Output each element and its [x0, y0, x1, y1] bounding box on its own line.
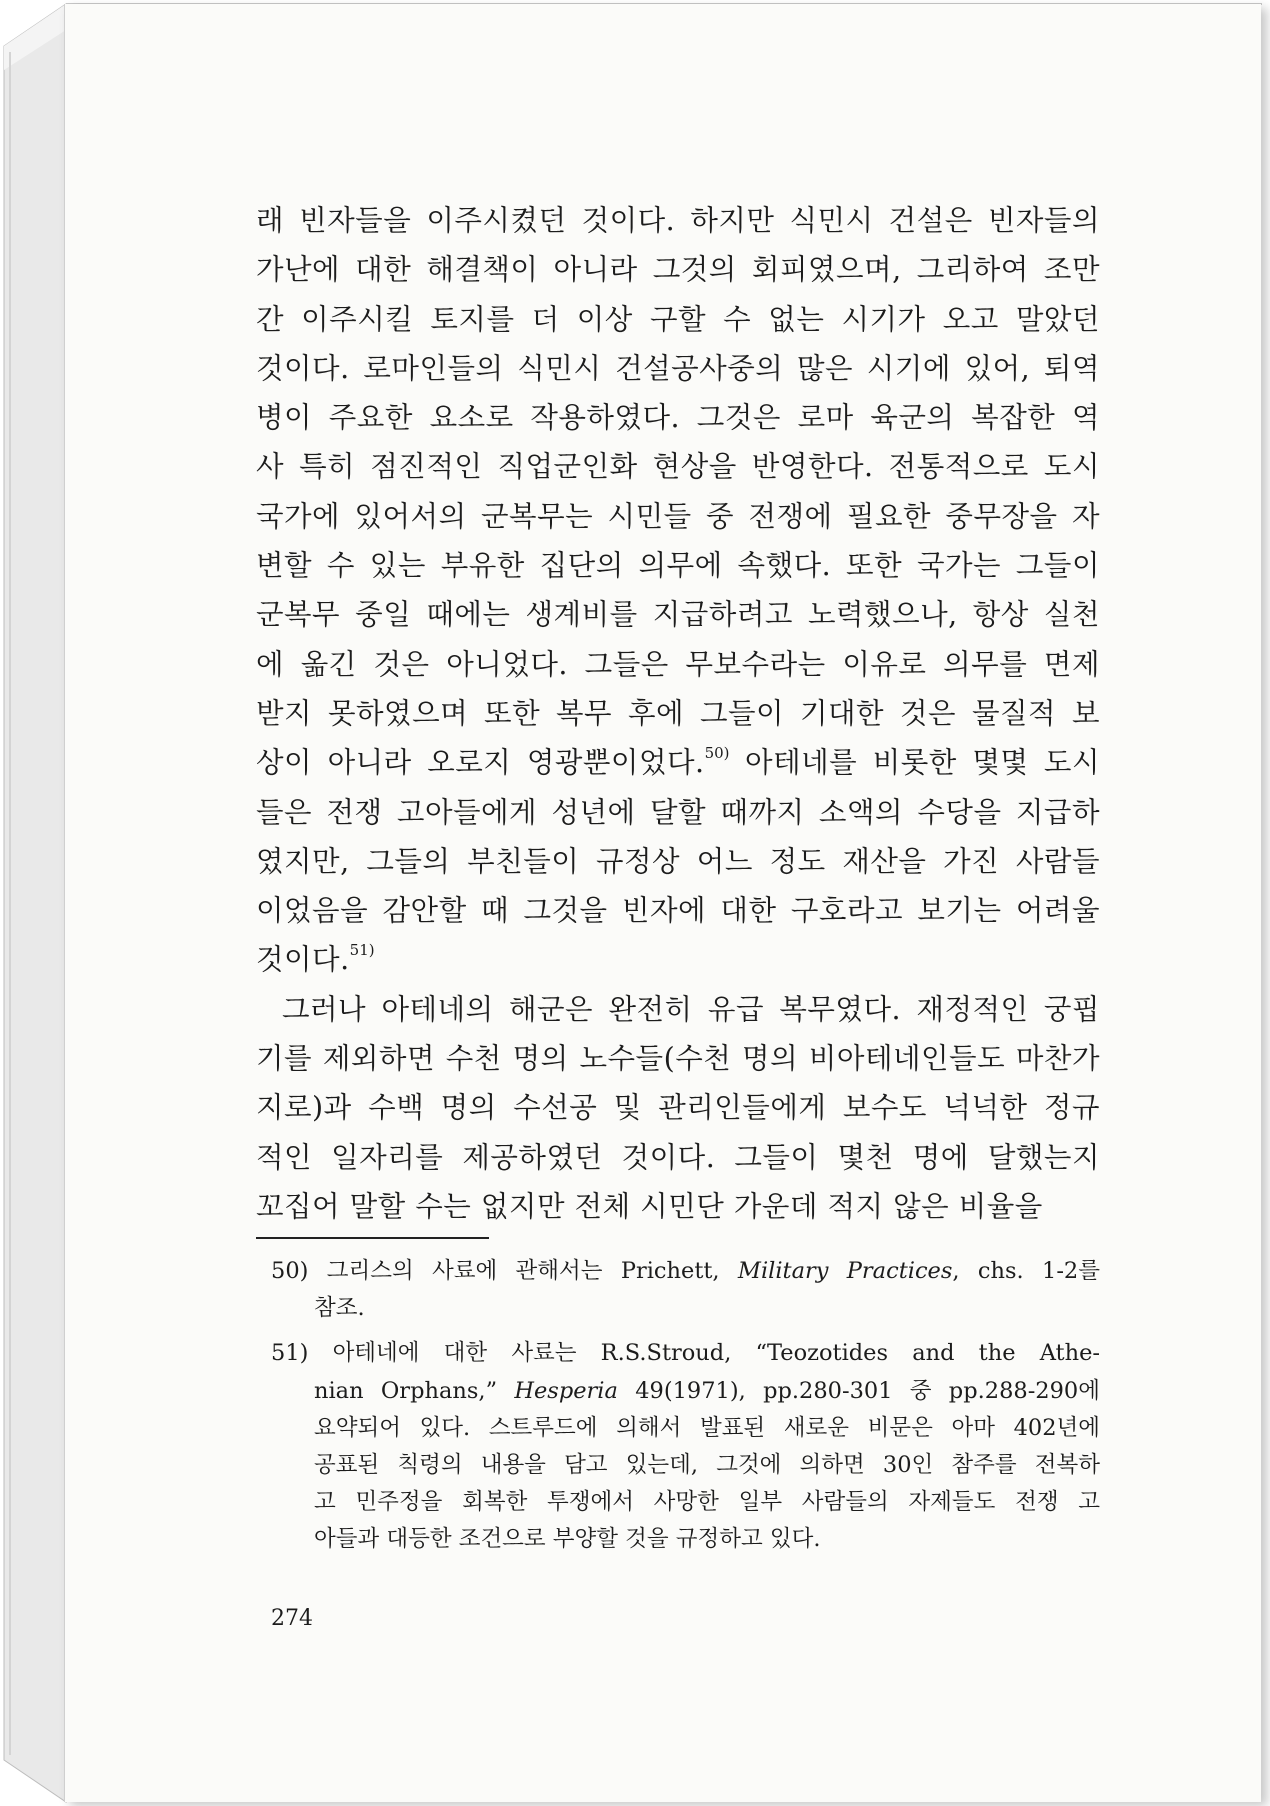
body-line	[256, 886, 1100, 935]
footnote-line	[271, 1253, 1100, 1290]
body-line-text: 지로)과 수백 명의 수선공 및 관리인들에게 보수도 넉넉한 정규	[256, 1091, 1100, 1125]
body-line-text: 상이 아니라 오로지 영광뿐이었다.	[256, 746, 705, 780]
footnote-text: 공표된 칙령의 내용을 담고 있는데, 그것에 의하면 30인 참주를 전복하	[314, 1451, 1100, 1478]
footnote-italic-title: Hesperia	[514, 1377, 618, 1404]
page-number: 274	[271, 1606, 313, 1631]
body-line-text: 기를 제외하면 수천 명의 노수들(수천 명의 비아테네인들도 마찬가	[256, 1042, 1100, 1076]
body-line	[256, 738, 1100, 787]
body-line-text: 것이다. 로마인들의 식민시 건설공사중의 많은 시기에 있어, 퇴역	[256, 351, 1100, 385]
footnote-line	[271, 1484, 1100, 1521]
body-line	[256, 393, 1100, 442]
body-line-text: 아테네를 비롯한 몇몇 도시	[729, 746, 1100, 780]
footnote-text: 고 민주정을 회복한 투쟁에서 사망한 일부 사람들의 자제들도 전쟁 고	[314, 1489, 1100, 1516]
body-line-text: 병이 주요한 요소로 작용하였다. 그것은 로마 육군의 복잡한 역	[256, 401, 1100, 435]
footnote-line	[271, 1410, 1100, 1447]
body-line	[256, 295, 1100, 344]
body-line-text: 국가에 있어서의 군복무는 시민들 중 전쟁에 필요한 중무장을 자	[256, 499, 1100, 533]
body-line	[256, 985, 1100, 1034]
footnote-reference: 50)	[704, 744, 730, 763]
footnote-text: 50) 그리스의 사료에 관해서는 Prichett,	[271, 1258, 738, 1284]
footnote-reference: 51)	[349, 941, 375, 960]
footnotes	[271, 1253, 1100, 1559]
footnote-line	[271, 1290, 1100, 1327]
footnote-line	[271, 1521, 1100, 1558]
body-text	[256, 196, 1100, 1231]
body-line	[256, 689, 1100, 738]
body-line	[256, 492, 1100, 541]
body-line-text: 적인 일자리를 제공하였던 것이다. 그들이 몇천 명에 달했는지	[256, 1140, 1100, 1174]
footnote-text: 요약되어 있다. 스트루드에 의해서 발표된 새로운 비문은 아마 402년에	[314, 1414, 1100, 1441]
body-line	[256, 1083, 1100, 1132]
footnote-text: 아들과 대등한 조건으로 부양할 것을 규정하고 있다.	[314, 1526, 821, 1553]
footnote-line	[271, 1335, 1100, 1372]
body-line-text: 그러나 아테네의 해군은 완전히 유급 복무였다. 재정적인 궁핍	[282, 992, 1100, 1026]
body-line	[256, 935, 1100, 984]
body-line	[256, 196, 1100, 245]
body-line	[256, 590, 1100, 639]
body-line-text: 사 특히 점진적인 직업군인화 현상을 반영한다. 전통적으로 도시	[256, 450, 1100, 484]
footnote	[271, 1335, 1100, 1558]
body-line	[256, 1182, 1100, 1231]
body-line-text: 것이다.	[256, 943, 350, 977]
footnote-text: , chs. 1-2를	[952, 1258, 1100, 1284]
footnote-text: nian Orphans,”	[314, 1377, 515, 1404]
footnote	[271, 1253, 1100, 1327]
body-line-text: 받지 못하였으며 또한 복무 후에 그들이 기대한 것은 물질적 보	[256, 696, 1100, 730]
body-line-text: 군복무 중일 때에는 생계비를 지급하려고 노력했으나, 항상 실천	[256, 598, 1100, 632]
body-line-text: 변할 수 있는 부유한 집단의 의무에 속했다. 또한 국가는 그들이	[256, 549, 1100, 583]
footnote-line	[271, 1373, 1100, 1410]
body-line-text: 래 빈자들을 이주시켰던 것이다. 하지만 식민시 건설은 빈자들의	[256, 204, 1100, 237]
body-line	[256, 245, 1100, 294]
footnote-italic-title: Military Practices	[737, 1258, 953, 1284]
body-line	[256, 1034, 1100, 1083]
body-line-text: 꼬집어 말할 수는 없지만 전체 시민단 가운데 적지 않은 비율을	[256, 1189, 1043, 1223]
footnote-text: 51) 아테네에 대한 사료는 R.S.Stroud, “Teozotides and the Athe-	[271, 1340, 1100, 1367]
footnote-text: 49(1971), pp.280-301 중 pp.288-290에	[617, 1377, 1100, 1404]
body-line	[256, 442, 1100, 491]
footnote-line	[271, 1447, 1100, 1484]
footnote-gap	[271, 1327, 1100, 1335]
body-line-text: 이었음을 감안할 때 그것을 빈자에 대한 구호라고 보기는 어려울	[256, 894, 1100, 928]
body-line	[256, 788, 1100, 837]
body-line-text: 간 이주시킬 토지를 더 이상 구할 수 없는 시기가 오고 말았던	[256, 302, 1100, 336]
body-line-text: 들은 전쟁 고아들에게 성년에 달할 때까지 소액의 수당을 지급하	[256, 795, 1100, 829]
body-line	[256, 1133, 1100, 1182]
body-line-text: 가난에 대한 해결책이 아니라 그것의 회피였으며, 그리하여 조만	[256, 253, 1100, 287]
body-line-text: 에 옮긴 것은 아니었다. 그들은 무보수라는 이유로 의무를 면제	[256, 647, 1100, 681]
footnote-divider	[256, 1237, 489, 1239]
body-line-text: 였지만, 그들의 부친들이 규정상 어느 정도 재산을 가진 사람들	[256, 844, 1100, 878]
footnote-text: 참조.	[314, 1295, 365, 1322]
body-line	[256, 837, 1100, 886]
body-line	[256, 541, 1100, 590]
body-line	[256, 344, 1100, 393]
body-line	[256, 640, 1100, 689]
